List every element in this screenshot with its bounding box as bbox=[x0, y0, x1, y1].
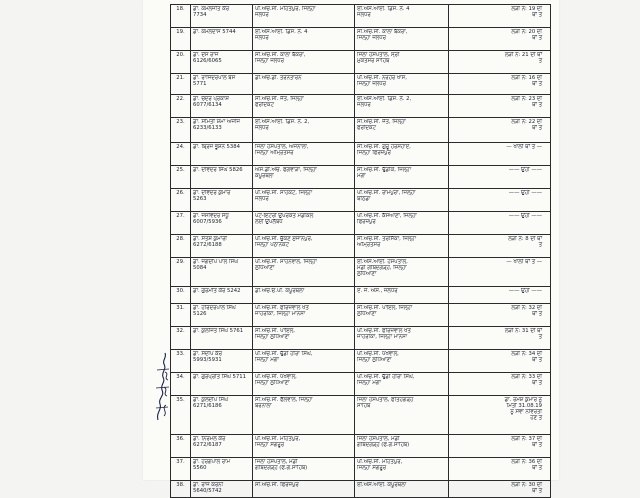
remark-cell bbox=[449, 327, 551, 350]
doctor-name-cell-line: ਡਾ. ਦਵਿੰਦਰ ਕੁਮਾਰ bbox=[193, 190, 231, 196]
serial-number: 23. bbox=[171, 118, 191, 143]
new-posting-cell bbox=[355, 287, 449, 304]
new-posting-cell-line: ਜਿਲਾ ਹਸਪਤਾਲ, ਸ੍ਰੀ bbox=[357, 52, 400, 58]
doctor-name-cell-line: ਡਾ. ਸੰਤੋਸ਼ ਕੁਮਾਰੀ bbox=[193, 236, 227, 242]
new-posting-cell bbox=[355, 5, 449, 28]
table-row bbox=[171, 5, 551, 28]
new-posting-cell bbox=[355, 95, 449, 118]
current-posting-cell-line: ਜਲੰਧਰ bbox=[255, 196, 269, 203]
table-row bbox=[171, 235, 551, 258]
new-posting-cell-line: ਬਠਿੰਡਾ bbox=[357, 196, 371, 203]
remark-cell-line: ਨੂੰ ਸੇਵਾ ਨਵਿਰਤੀ bbox=[510, 409, 542, 416]
current-posting-cell bbox=[253, 143, 355, 166]
table-row bbox=[171, 51, 551, 74]
remark-cell-line: ਲੜੀ ਨੰ: 34 ਦੀ bbox=[511, 351, 542, 357]
doctor-name-cell bbox=[191, 350, 253, 373]
remark-cell-line: ਲੜੀ ਨੰ: 23 ਦੀ bbox=[511, 96, 542, 102]
remark-cell-line: ਲੜੀ ਨੰ: 37 ਦੀ bbox=[511, 436, 542, 442]
remark-cell-line: ਥਾਂ ਤੇ bbox=[532, 81, 542, 88]
remark-cell-line: — ਖਾਲੀ ਥਾਂ ਤੇ — bbox=[506, 144, 542, 150]
serial-number: 20. bbox=[171, 51, 191, 74]
doctor-name-cell-line: ਡਾ. ਰਾਜ ਕਰਨੀ bbox=[193, 482, 224, 488]
doctor-name-cell-line: 5084 bbox=[193, 265, 207, 272]
doctor-name-cell bbox=[191, 212, 253, 235]
new-posting-cell-line: ਸਾਹਿਬ bbox=[357, 403, 371, 410]
doctor-name-cell bbox=[191, 166, 253, 189]
doctor-name-cell bbox=[191, 396, 253, 435]
doctor-name-cell-line: 6077/6134 bbox=[193, 102, 222, 109]
remark-cell-line: ਲੜੀ ਨੰ: 19 ਦੀ bbox=[511, 6, 542, 12]
doctor-name-cell-line: ਡਾ. ਕਮਲਜੀਤ ਕੌਰ bbox=[193, 6, 230, 12]
new-posting-cell-line: ਪੀ.ਐਚ.ਸੀ. ਮਹਿਤਪੁਰ, bbox=[357, 459, 403, 465]
remark-cell-line: ਹੋਣ ਤੇ bbox=[530, 415, 542, 422]
new-posting-cell bbox=[355, 212, 449, 235]
new-posting-cell bbox=[355, 143, 449, 166]
remark-cell-line: ਥਾਂ ਤੇ bbox=[532, 442, 542, 449]
remark-cell-line: ਥਾਂ ਤੇ bbox=[532, 465, 542, 472]
new-posting-cell-line: ਪੀ.ਐਚ.ਸੀ. ਨਰਹੇਰ ਖਾਸ, bbox=[357, 75, 407, 81]
table-row bbox=[171, 304, 551, 327]
new-posting-cell bbox=[355, 258, 449, 287]
doctor-name-cell bbox=[191, 481, 253, 498]
new-posting-cell-line: ਲੁਧਿਆਣਾ bbox=[357, 271, 377, 278]
new-posting-cell-line: ਈ.ਐਸ.ਆਈ. ਡਿਸ. ਨੰ. 2, bbox=[357, 96, 412, 102]
current-posting-cell bbox=[253, 74, 355, 95]
remark-cell bbox=[449, 51, 551, 74]
new-posting-cell bbox=[355, 350, 449, 373]
doctor-name-cell-line: ਡਾ. ਚੰਦਰ ਪ੍ਰਕਾਸ਼ bbox=[193, 96, 229, 102]
current-posting-cell-line: ਕਪੂਰਥਲਾ bbox=[255, 173, 274, 180]
remark-cell-line: ਲੜੀ ਨੰ: 16 ਦੀ bbox=[511, 75, 542, 81]
current-posting-cell bbox=[253, 396, 355, 435]
serial-number: 38. bbox=[171, 481, 191, 498]
current-posting-cell-line: ਜਲੰਧਰ bbox=[255, 125, 269, 132]
doctor-name-cell-line: ਡਾ. ਦੇਸ ਰਾਜ bbox=[193, 52, 219, 58]
new-posting-cell-line: ਸੀ.ਐਚ.ਸੀ. ਜੈਤੋ, ਜਿਲ੍ਹਾ bbox=[357, 119, 406, 125]
current-posting-cell-line: ਪਟ-ਇੰਟਰੀ ਉਪਰੋਕਤ ਮੈਡੀਕਲ bbox=[255, 213, 314, 219]
table-row bbox=[171, 287, 551, 304]
table-row bbox=[171, 118, 551, 143]
new-posting-cell bbox=[355, 458, 449, 481]
new-posting-cell bbox=[355, 327, 449, 350]
remark-cell bbox=[449, 481, 551, 498]
new-posting-cell-line: ਸੀ.ਐਚ.ਸੀ. ਢੁੱਡੀਕੇ, ਜਿਲ੍ਹਾ bbox=[357, 167, 412, 173]
doctor-name-cell bbox=[191, 327, 253, 350]
current-posting-cell-line: ਪੀ.ਐਚ.ਸੀ. ਫਰਿਜ਼ਵਾਲ ਖੇਤ bbox=[255, 305, 309, 311]
new-posting-cell-line: ਪੀ.ਐਚ.ਸੀ. ਕੱਸੋਆਣਾ, ਜਿਲ੍ਹਾ bbox=[357, 213, 417, 219]
new-posting-cell-line: ਪੀ.ਐਚ.ਸੀ. ਫਰਿਜ਼ਵਾਲ ਖੇਤ bbox=[357, 328, 411, 334]
new-posting-cell bbox=[355, 373, 449, 396]
remark-cell-line: — ਖਾਲੀ ਥਾਂ ਤੇ — bbox=[506, 259, 542, 265]
current-posting-cell-line: ਲਈ ਉਪਲੱਬਧ bbox=[255, 219, 283, 226]
new-posting-cell-line: ਫਰੀਦਕੋਟ bbox=[357, 125, 376, 132]
doctor-name-cell-line: ਡਾ. ਗੁਰਮੀਤ ਕੌਰ 5242 bbox=[193, 288, 241, 294]
doctor-name-cell bbox=[191, 118, 253, 143]
remark-cell-line: —— ਉਹੀ —— bbox=[508, 213, 542, 219]
doctor-name-cell-line: 6272/6188 bbox=[193, 242, 222, 249]
serial-number: 25. bbox=[171, 166, 191, 189]
remark-cell bbox=[449, 258, 551, 287]
serial-number: 28. bbox=[171, 235, 191, 258]
remark-cell-line: ਲੜੀ ਨੰ: 22 ਦੀ bbox=[511, 119, 542, 125]
new-posting-cell bbox=[355, 51, 449, 74]
table-row bbox=[171, 396, 551, 435]
remark-cell bbox=[449, 189, 551, 212]
new-posting-cell-line: ਜਿਲ੍ਹਾ ਲੁਧਿਆਣਾ bbox=[357, 357, 392, 364]
new-posting-cell-line: ਜਿਲਾ ਹਸਪਤਾਲ, ਫਤਿਹਗੜ੍ਹ bbox=[357, 397, 414, 403]
doctor-name-cell bbox=[191, 95, 253, 118]
current-posting-cell bbox=[253, 95, 355, 118]
doctor-name-cell-line: 5640/5742 bbox=[193, 488, 222, 495]
doctor-name-cell bbox=[191, 28, 253, 51]
doctor-name-cell-line: 5993/5931 bbox=[193, 357, 222, 364]
current-posting-cell-line: ਜਿਲਾ ਹਸਪਤਾਲ, ਅਜਨਾਲਾ, bbox=[255, 144, 309, 150]
current-posting-cell-line: ਜਲੰਧਰ bbox=[255, 35, 269, 42]
current-posting-cell-line: ਸੀ.ਐਚ.ਸੀ. ਜੈਤੋ, ਜਿਲ੍ਹਾ bbox=[255, 96, 304, 102]
remark-cell-line: ਲੜੀ ਨੰ: 32 ਦੀ bbox=[511, 305, 542, 311]
current-posting-cell-line: ਪੀ.ਐਚ.ਸੀ. ਸਾਹਨੇਵਾਲ, ਜਿਲ੍ਹਾ bbox=[255, 259, 317, 265]
new-posting-cell bbox=[355, 118, 449, 143]
table-row bbox=[171, 166, 551, 189]
current-posting-cell-line: ਪੀ.ਐਚ.ਸੀ. ਚੁੱਕਣ ਸੁਜਾਨਪੁਰ, bbox=[255, 236, 313, 242]
remark-cell-line: ਥਾਂ ਤੇ bbox=[532, 12, 542, 19]
table-row bbox=[171, 327, 551, 350]
doctor-name-cell-line: ਡਾ. ਸੰਦੀਪ ਕੌਰ bbox=[193, 351, 222, 357]
remark-cell-line: ਮਿਤੀ 31.08.19 bbox=[506, 403, 542, 410]
remark-cell-line: ਲੜੀ ਨੰ: 33 ਦੀ bbox=[511, 374, 542, 380]
doctor-name-cell-line: 6126/6065 bbox=[193, 58, 222, 65]
doctor-name-cell bbox=[191, 304, 253, 327]
new-posting-cell-line: ਫਿਰੋਜ਼ਪੁਰ bbox=[357, 219, 376, 226]
doctor-name-cell bbox=[191, 74, 253, 95]
new-posting-cell-line: ਗੋਬਿੰਦਗੜ੍ਹ (ਫ.ਗ.ਸਾਹਿਬ) bbox=[357, 442, 410, 449]
remark-cell-line: ਲੜੀ ਨੰ: 31 ਦੀ ਥਾਂ bbox=[504, 328, 542, 334]
current-posting-cell bbox=[253, 28, 355, 51]
remark-cell bbox=[449, 143, 551, 166]
serial-number: 21. bbox=[171, 74, 191, 95]
remark-cell bbox=[449, 373, 551, 396]
table-row bbox=[171, 481, 551, 498]
remark-cell bbox=[449, 435, 551, 458]
new-posting-cell-line: ਸੀ.ਐਚ.ਸੀ. ਤਰਸਿੱਕਾ, ਜਿਲ੍ਹਾ bbox=[357, 236, 417, 242]
serial-number: 32. bbox=[171, 327, 191, 350]
new-posting-cell bbox=[355, 74, 449, 95]
current-posting-cell-line: ਜਿਲ੍ਹਾ ਜਲੰਧਰ bbox=[255, 58, 284, 65]
remark-cell-line: ਤੇ bbox=[538, 58, 542, 65]
new-posting-cell bbox=[355, 396, 449, 435]
new-posting-cell-line: ਈ.ਐਸ.ਆਈ. ਡਿਸ. ਨੰ. 4 bbox=[357, 6, 410, 12]
current-posting-cell-line: ਜਿਲ੍ਹਾ ਮੋਗਾ bbox=[255, 357, 279, 364]
doctor-name-cell bbox=[191, 373, 253, 396]
current-posting-cell-line: ਲੁਧਿਆਣਾ bbox=[255, 265, 275, 272]
doctor-name-cell bbox=[191, 458, 253, 481]
current-posting-cell bbox=[253, 212, 355, 235]
serial-number: 22. bbox=[171, 95, 191, 118]
current-posting-cell bbox=[253, 458, 355, 481]
remark-cell-line: ਥਾਂ ਤੇ bbox=[532, 357, 542, 364]
serial-number: 18. bbox=[171, 5, 191, 28]
current-posting-cell-line: ਜਾਹਰੀਕਾ, ਜਿਲ੍ਹਾ ਮਾਨਸਾ bbox=[255, 311, 306, 318]
new-posting-cell bbox=[355, 304, 449, 327]
remark-cell bbox=[449, 396, 551, 435]
table-row bbox=[171, 350, 551, 373]
doctor-name-cell-line: 5126 bbox=[193, 311, 207, 318]
current-posting-cell-line: ਈ.ਐਸ.ਆਈ. ਡਿਸ. ਨੰ. 2, bbox=[255, 119, 310, 125]
doctor-name-cell bbox=[191, 5, 253, 28]
current-posting-cell-line: ਜਿਲ੍ਹਾ ਅੰਮ੍ਰਿਤਸਰ bbox=[255, 150, 294, 157]
serial-number: 31. bbox=[171, 304, 191, 327]
remark-cell bbox=[449, 95, 551, 118]
remark-cell bbox=[449, 74, 551, 95]
new-posting-cell-line: ਸੀ.ਐਚ.ਸੀ. ਪਾਇਲ, ਜਿਲ੍ਹਾ bbox=[357, 305, 413, 311]
doctor-name-cell-line: ਡਾ. ਦਵਿੰਦਰ ਸਿੰਘ 5826 bbox=[193, 167, 243, 173]
current-posting-cell-line: ਪੀ.ਐਚ.ਸੀ. ਮਹਿਤਪੁਰ, ਜਿਲ੍ਹਾ bbox=[255, 6, 316, 12]
table-row bbox=[171, 258, 551, 287]
current-posting-cell-line: ਪੀ.ਐਚ.ਸੀ. ਢੁੱਡੀ ਹੀਰਾ ਸਿੰਘ, bbox=[255, 351, 313, 357]
new-posting-cell-line: ਈ.ਐਸ.ਆਈ. ਹਸਪਤਾਲ, bbox=[357, 259, 408, 265]
current-posting-cell-line: ਡੀ.ਐਚ.ਡੀ. ਤਰਨਤਾਰਨ bbox=[255, 75, 302, 81]
doctor-name-cell bbox=[191, 287, 253, 304]
new-posting-cell-line: ਲੁਧਿਆਣਾ bbox=[357, 311, 377, 318]
doctor-name-cell-line: ਡਾ. ਕੁਲਦੀਪ ਸਿੰਘ bbox=[193, 397, 228, 403]
current-posting-cell-line: ਜਿਲ੍ਹਾ ਲੁਧਿਆਣਾ bbox=[255, 334, 290, 341]
serial-number: 29. bbox=[171, 258, 191, 287]
new-posting-cell-line: ਜਿਲ੍ਹਾ ਮੋਗਾ bbox=[357, 380, 381, 387]
new-posting-cell bbox=[355, 28, 449, 51]
current-posting-cell-line: ਪੀ.ਐਚ.ਸੀ. ਪੱਖੋਵਾਲ, bbox=[255, 374, 297, 380]
table-row bbox=[171, 95, 551, 118]
doctor-name-cell-line: ਡਾ. ਰਾਜਿੰਦਰਪਾਲ ਬੰਸ bbox=[193, 75, 236, 81]
doctor-name-cell-line: 6007/5936 bbox=[193, 219, 222, 226]
remark-cell bbox=[449, 212, 551, 235]
doctor-name-cell bbox=[191, 235, 253, 258]
serial-number: 26. bbox=[171, 189, 191, 212]
doctor-name-cell-line: 6272/6187 bbox=[193, 442, 222, 449]
serial-number: 27. bbox=[171, 212, 191, 235]
serial-number: 35. bbox=[171, 396, 191, 435]
current-posting-cell bbox=[253, 435, 355, 458]
new-posting-cell-line: ਜਿਲ੍ਹਾ ਫਿਰੋਜ਼ਪੁਰ bbox=[357, 150, 391, 157]
doctor-name-cell-line: ਡਾ. ਹਰਗੋਪਾਲ ਰਾਮ bbox=[193, 459, 231, 465]
remark-cell bbox=[449, 304, 551, 327]
table-row bbox=[171, 28, 551, 51]
remark-cell-line: ਥਾਂ ਤੇ bbox=[532, 488, 542, 495]
current-posting-cell bbox=[253, 258, 355, 287]
current-posting-cell bbox=[253, 166, 355, 189]
remark-cell-line: ਥਾਂ ਤੇ bbox=[532, 125, 542, 132]
remark-cell-line: —— ਉਹੀ —— bbox=[508, 190, 542, 196]
new-posting-cell-line: ਜਲੰਧਰ bbox=[357, 102, 371, 109]
new-posting-cell-line: ਮੰਡੀ ਗੋਬਿੰਦਗੜ੍ਹ, ਜਿਲ੍ਹਾ bbox=[357, 265, 407, 272]
serial-number: 33. bbox=[171, 350, 191, 373]
new-posting-cell bbox=[355, 481, 449, 498]
new-posting-cell-line: ਸੀ.ਐਚ.ਸੀ. ਗੁਰੂ ਹਰਸਹਾਏ, bbox=[357, 144, 411, 150]
transfer-table-body bbox=[171, 5, 551, 498]
new-posting-cell bbox=[355, 435, 449, 458]
new-posting-cell bbox=[355, 166, 449, 189]
new-posting-cell-line: ਪੀ.ਐਚ.ਸੀ. ਢੁੱਡੀ ਹੀਰਾ ਸਿੰਘ, bbox=[357, 374, 415, 380]
current-posting-cell-line: ਜਿਲ੍ਹਾ ਸੰਗਰੂਰ bbox=[255, 442, 284, 449]
current-posting-cell-line: ਈ.ਐਸ.ਆਈ. ਡਿਸ. ਨੰ. 4 bbox=[255, 29, 308, 35]
remark-cell-line: ਥਾਂ ਤੇ bbox=[532, 35, 542, 42]
current-posting-cell bbox=[253, 118, 355, 143]
serial-number: 34. bbox=[171, 373, 191, 396]
doctor-name-cell-line: ਡਾ. ਗੁਰਪ੍ਰੀਤ ਸਿੰਘ 5711 bbox=[193, 374, 247, 380]
remark-cell bbox=[449, 118, 551, 143]
current-posting-cell-line: ਪੀ.ਐਚ.ਸੀ. ਸਾਹਕੋਟ, ਜਿਲ੍ਹਾ bbox=[255, 190, 313, 196]
doctor-name-cell-line: 6271/6186 bbox=[193, 403, 222, 410]
remark-cell-line: ਤੇ bbox=[538, 334, 542, 341]
remark-cell-line: ਲੜੀ ਨੰ: 8 ਦੀ ਥਾਂ bbox=[508, 236, 542, 242]
remark-cell-line: ਥਾਂ ਤੇ bbox=[532, 102, 542, 109]
serial-number: 37. bbox=[171, 458, 191, 481]
doctor-name-cell bbox=[191, 258, 253, 287]
doctor-name-cell-line: 5771 bbox=[193, 81, 207, 88]
remark-cell-line: ਲੜੀ ਨੰ: 21 ਦੀ ਥਾਂ bbox=[504, 52, 542, 58]
current-posting-cell bbox=[253, 304, 355, 327]
table-row bbox=[171, 458, 551, 481]
transfer-table bbox=[170, 4, 551, 498]
current-posting-cell-line: ਬਰਨਾਲਾ bbox=[255, 403, 272, 410]
doctor-name-cell bbox=[191, 51, 253, 74]
remark-cell bbox=[449, 28, 551, 51]
remark-cell bbox=[449, 166, 551, 189]
doctor-name-cell-line: ਡਾ. ਨਿਰਮਲ ਕੌਰ bbox=[193, 436, 226, 442]
remark-cell-line: ਥਾਂ ਤੇ bbox=[532, 380, 542, 387]
new-posting-cell-line: ਮੋਗਾ bbox=[357, 173, 366, 180]
current-posting-cell bbox=[253, 51, 355, 74]
new-posting-cell bbox=[355, 189, 449, 212]
doctor-name-cell bbox=[191, 435, 253, 458]
current-posting-cell bbox=[253, 373, 355, 396]
current-posting-cell-line: ਸੀ.ਐਚ.ਸੀ. ਫੱਲੇਵਾਲ, ਜਿਲ੍ਹਾ bbox=[255, 397, 313, 403]
remark-cell-line: —— ਉਹੀ —— bbox=[508, 167, 542, 173]
doctor-name-cell-line: ਡਾ. ਸੀਮਤੀ ਸ਼ਮਾ ਅਜੀਜ bbox=[193, 119, 240, 125]
serial-number: 36. bbox=[171, 435, 191, 458]
doctor-name-cell-line: ਡਾ. ਕੁਲਜਿਤ ਸਿੰਘ 5761 bbox=[193, 328, 244, 334]
current-posting-cell bbox=[253, 5, 355, 28]
current-posting-cell-line: ਸੀ.ਐਚ.ਸੀ. ਪਾਇਲ, bbox=[255, 328, 295, 334]
current-posting-cell-line: ਫਰੀਦਕੋਟ bbox=[255, 102, 274, 109]
current-posting-cell-line: ਐਸ.ਡੀ.ਐਚ. ਫਗਵਾੜਾ, ਜਿਲ੍ਹਾ bbox=[255, 167, 317, 173]
new-posting-cell-line: ਅੰਮ੍ਰਿਤਸਰ bbox=[357, 242, 381, 249]
doctor-name-cell-line: 5263 bbox=[193, 196, 207, 203]
new-posting-cell bbox=[355, 235, 449, 258]
new-posting-cell-line: ਈ.ਐਸ.ਆਈ. ਕਪੂਰਥਲਾ bbox=[357, 482, 407, 488]
doctor-name-cell bbox=[191, 189, 253, 212]
scan-background bbox=[0, 0, 140, 480]
serial-number: 19. bbox=[171, 28, 191, 51]
remark-cell-line: ਡਾ. ਰਮੇਸ਼ ਕੁਮਾਰ ਨੂੰ bbox=[504, 397, 542, 403]
table-row bbox=[171, 212, 551, 235]
new-posting-cell-line: ਏ. ਜੇ. ਐਸ., ਜਲੰਧਰ bbox=[357, 288, 398, 294]
current-posting-cell-line: ਜਿਲ੍ਹਾ ਪਠਾਨਕੋਟ bbox=[255, 242, 289, 249]
doctor-name-cell-line: ਡਾ. ਬ੍ਰਿਜ ਭੂਸ਼ਨ 5384 bbox=[193, 144, 241, 150]
serial-number: 30. bbox=[171, 287, 191, 304]
remark-cell-line: ਲੜੀ ਨੰ: 20 ਦੀ bbox=[511, 29, 542, 35]
serial-number: 24. bbox=[171, 143, 191, 166]
current-posting-cell-line: ਸੀ.ਐਚ.ਸੀ. ਕਾਲਾ ਬੱਕਰਾ, bbox=[255, 52, 306, 58]
current-posting-cell bbox=[253, 189, 355, 212]
current-posting-cell bbox=[253, 481, 355, 498]
remark-cell bbox=[449, 5, 551, 28]
new-posting-cell-line: ਜਿਲ੍ਹਾ ਸੰਗਰੂਰ bbox=[357, 465, 386, 472]
remark-cell bbox=[449, 235, 551, 258]
remark-cell-line: ਥਾਂ ਤੇ bbox=[532, 311, 542, 318]
remark-cell-line: ਲੜੀ ਨੰ: 36 ਦੀ bbox=[511, 459, 542, 465]
current-posting-cell-line: ਸੀ.ਐਚ.ਸੀ. ਫਿਰੋਜ਼ਪੁਰ bbox=[255, 482, 299, 488]
new-posting-cell-line: ਜਿਲ੍ਹਾ ਜਲੰਧਰ bbox=[357, 35, 386, 42]
doctor-name-cell-line: ਡਾ. ਕਮਲਦਾਸ 5744 bbox=[193, 29, 236, 35]
remark-cell bbox=[449, 350, 551, 373]
new-posting-cell-line: ਜਿਲ੍ਹਾ ਜਲੰਧਰ bbox=[357, 81, 386, 88]
current-posting-cell-line: ਡੀ.ਐਚ.ਓ.ਪੀ. ਕਪੂਰਥਲਾ bbox=[255, 288, 305, 294]
doctor-name-cell-line: 6233/6133 bbox=[193, 125, 222, 132]
current-posting-cell bbox=[253, 287, 355, 304]
current-posting-cell-line: ਗੋਬਿੰਦਗੜ੍ਹ (ਫ.ਗ.ਸਾਹਿਬ) bbox=[255, 465, 308, 472]
table-row bbox=[171, 189, 551, 212]
doctor-name-cell-line: 5560 bbox=[193, 465, 207, 472]
doctor-name-cell-line: 7734 bbox=[193, 12, 207, 19]
new-posting-cell-line: ਜਾਹਰੀਕਾ, ਜਿਲ੍ਹਾ ਮਾਨਸਾ bbox=[357, 334, 408, 341]
table-row bbox=[171, 143, 551, 166]
current-posting-cell-line: ਜਲੰਧਰ bbox=[255, 12, 269, 19]
new-posting-cell-line: ਪੀ.ਐਚ.ਸੀ. ਰਾਮਪੁਰਾ, ਜਿਲ੍ਹਾ bbox=[357, 190, 416, 196]
current-posting-cell-line: ਜਿਲਾ ਹਸਪਤਾਲ, ਮੰਡੀ bbox=[255, 459, 298, 465]
current-posting-cell bbox=[253, 235, 355, 258]
doctor-name-cell-line: ਡਾ. ਹਰਿੰਦਰਪਾਲ ਸਿੰਘ bbox=[193, 305, 236, 311]
current-posting-cell bbox=[253, 350, 355, 373]
current-posting-cell-line: ਜਿਲ੍ਹਾ ਲੁਧਿਆਣਾ bbox=[255, 380, 290, 387]
doctor-name-cell-line: ਡਾ. ਜਸਵਿੰਦਰ ਸੰਧੂ bbox=[193, 213, 229, 219]
remark-cell bbox=[449, 287, 551, 304]
doctor-name-cell bbox=[191, 143, 253, 166]
table-row bbox=[171, 435, 551, 458]
table-row bbox=[171, 373, 551, 396]
current-posting-cell bbox=[253, 327, 355, 350]
new-posting-cell-line: ਜਿਲਾ ਹਸਪਤਾਲ, ਮੰਡੀ bbox=[357, 436, 400, 442]
remark-cell-line: —— ਉਹੀ —— bbox=[508, 288, 542, 294]
doctor-name-cell-line: ਡਾ. ਜਗਦੀਪ ਪਾਲ ਸਿੰਘ bbox=[193, 259, 239, 265]
new-posting-cell-line: ਸੀ.ਐਚ.ਸੀ. ਕਾਲਾ ਬੱਕਰਾ, bbox=[357, 29, 408, 35]
table-row bbox=[171, 74, 551, 95]
remark-cell-line: ਲੜੀ ਨੰ: 30 ਦੀ bbox=[511, 482, 542, 488]
remark-cell-line: ਤੇ bbox=[538, 242, 542, 249]
remark-cell bbox=[449, 458, 551, 481]
new-posting-cell-line: ਜਲੰਧਰ bbox=[357, 12, 371, 19]
current-posting-cell-line: ਪੀ.ਐਚ.ਸੀ. ਮਹਿਤਪੁਰ, bbox=[255, 436, 301, 442]
new-posting-cell-line: ਪੀ.ਐਚ.ਸੀ. ਪੱਖੋਵਾਲ, bbox=[357, 351, 399, 357]
new-posting-cell-line: ਮੁਕਤਸਰ ਸਾਹਿਬ bbox=[357, 58, 390, 65]
